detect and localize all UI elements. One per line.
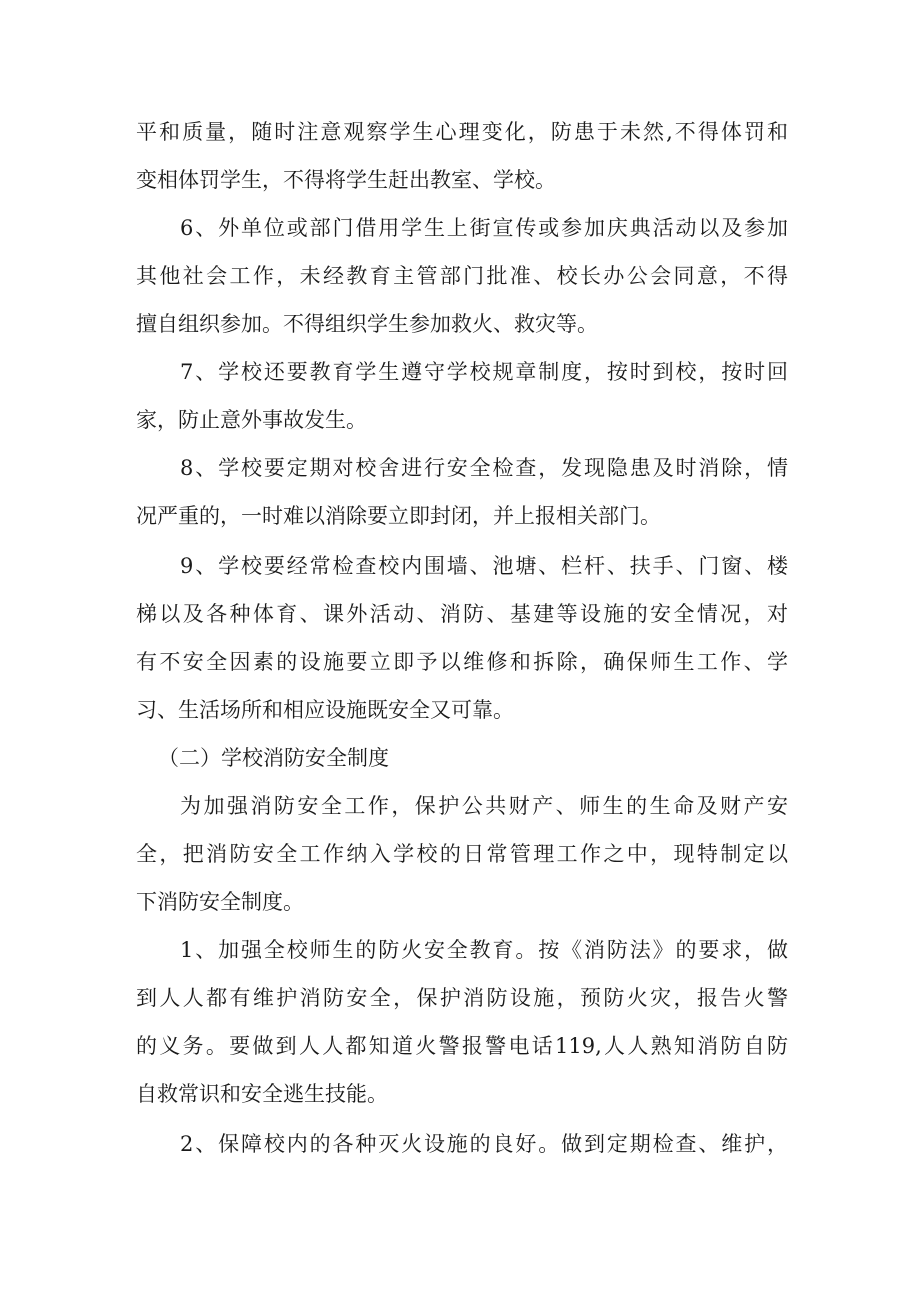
section-heading: （二）学校消防安全制度 xyxy=(158,746,389,770)
text-line: 平和质量，随时注意观察学生心理变化，防患于未然,不得体罚和 xyxy=(136,120,788,144)
text-line: 有不安全因素的设施要立即予以维修和拆除，确保师生工作、学 xyxy=(136,650,788,674)
text-line: 擅自组织参加。不得组织学生参加救火、救灾等。 xyxy=(136,312,598,336)
text-line: 7、学校还要教育学生遵守学校规章制度，按时到校，按时回 xyxy=(180,360,788,384)
text-line: 其他社会工作，未经教育主管部门批准、校长办公会同意，不得 xyxy=(136,264,788,288)
text-line: 梯以及各种体育、课外活动、消防、基建等设施的安全情况，对 xyxy=(136,602,788,626)
text-line: 全，把消防安全工作纳入学校的日常管理工作之中，现特制定以 xyxy=(136,842,788,866)
text-line: 2、保障校内的各种灭火设施的良好。做到定期检查、维护， xyxy=(180,1132,788,1156)
text-line: 自救常识和安全逃生技能。 xyxy=(136,1082,388,1106)
text-line: 9、学校要经常检查校内围墙、池塘、栏杆、扶手、门窗、楼 xyxy=(180,554,788,578)
text-line: 习、生活场所和相应设施既安全又可靠。 xyxy=(136,698,514,722)
text-line: 到人人都有维护消防安全，保护消防设施，预防火灾，报告火警 xyxy=(136,986,788,1010)
text-line: 为加强消防安全工作，保护公共财产、师生的生命及财产安 xyxy=(180,794,788,818)
text-line: 6、外单位或部门借用学生上街宣传或参加庆典活动以及参加 xyxy=(180,216,788,240)
text-line: 1、加强全校师生的防火安全教育。按《消防法》的要求，做 xyxy=(180,938,788,962)
text-line: 况严重的，一时难以消除要立即封闭，并上报相关部门。 xyxy=(136,504,661,528)
text-line: 家，防止意外事故发生。 xyxy=(136,408,367,432)
text-line: 8、学校要定期对校舍进行安全检查，发现隐患及时消除，情 xyxy=(180,456,788,480)
text-line: 变相体罚学生，不得将学生赶出教室、学校。 xyxy=(136,168,556,192)
text-line: 下消防安全制度。 xyxy=(136,890,304,914)
text-line: 的义务。要做到人人都知道火警报警电话119,人人熟知消防自防 xyxy=(136,1034,788,1058)
